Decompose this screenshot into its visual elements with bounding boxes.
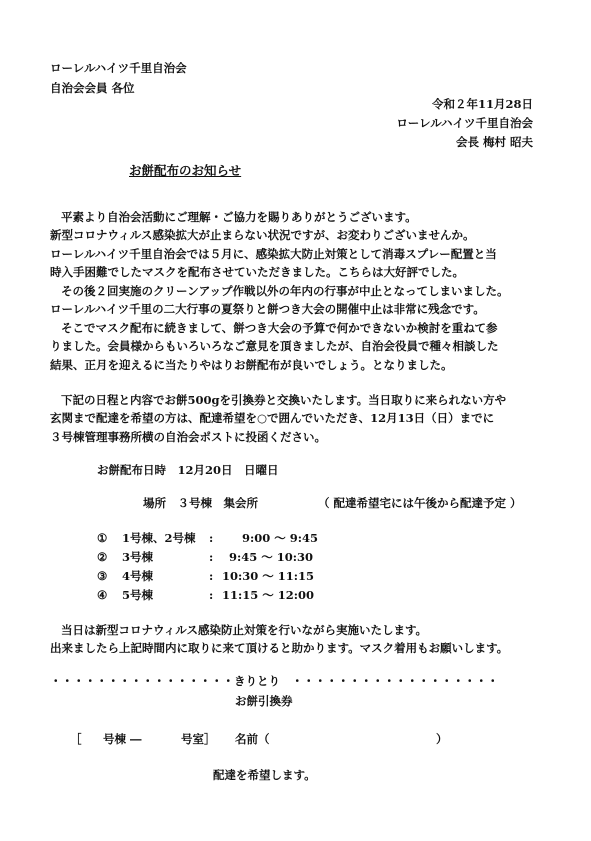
body-line: その後２回実施のクリーンアップ作戦以外の年内の行事が中止となってしまいました。 — [61, 284, 509, 298]
slot-building: 5号棟 — [122, 588, 154, 602]
addressee-line2: 自治会会員 各位 — [50, 81, 135, 95]
body-line: そこでマスク配布に続きまして、餅つき大会の予算で何かできないか検討を重ねて参 — [61, 321, 498, 335]
slot-building: 1号棟、2号棟 — [122, 531, 196, 545]
slot-time: 9:45 ～ 10:30 — [229, 550, 314, 564]
room-label: 号室］ — [181, 732, 216, 746]
body-line: ３号棟管理事務所横の自治会ポストに投函ください。 — [50, 430, 326, 444]
page-title: お餅配布のお知らせ — [129, 163, 242, 178]
body-line: りました。会員様からもいろいろなご意見を頂きましたが、自治会役員で種々相談した — [50, 339, 499, 353]
schedule-place: 場所 ３号棟 集会所 — [143, 496, 258, 510]
body-line: 結果、正月を迎えるに当たりやはりお餅配布が良いでしょう。となりました。 — [50, 358, 453, 372]
slot-colon: : — [209, 550, 214, 564]
coupon-close-paren: ） — [436, 732, 448, 746]
name-label: 名前（ — [235, 732, 270, 746]
body-line: 時入手困難でしたマスクを配布させていただきました。こちらは大好評でした。 — [50, 265, 464, 279]
schedule-date: お餅配布日時 12月20日 日曜日 — [97, 463, 279, 477]
slot-colon: : — [209, 531, 214, 545]
slot-number: ④ — [97, 588, 108, 602]
building-label: 号棟 ― — [103, 732, 142, 746]
cut-line: ・・・・・・・・・・・・・・・・きりとり ・・・・・・・・・・・・・・・・・・ — [50, 674, 499, 688]
slot-time: 9:00 ～ 9:45 — [242, 531, 319, 545]
slot-building: 3号棟 — [122, 550, 154, 564]
body-line: ローレルハイツ千里の二大行事の夏祭りと餅つき大会の開催中止は非常に残念です。 — [50, 302, 485, 316]
body-line: ローレルハイツ千里自治会では５月に、感染拡大防止対策として消毒スプレー配置と当 — [50, 247, 497, 261]
sender-org: ローレルハイツ千里自治会 — [396, 116, 533, 130]
slot-number: ① — [97, 531, 108, 545]
body-line: 玄関まで配達を希望の方は、配達希望を○で囲んでいただき、12月13日（日）までに — [50, 411, 495, 425]
body-line: 平素より自治会活動にご理解・ご協力を賜りありがとうございます。 — [61, 210, 417, 224]
addressee-line1: ローレルハイツ千里自治会 — [50, 61, 187, 75]
sender-date: 令和２年11月28日 — [431, 97, 533, 111]
slot-colon: : — [209, 569, 214, 583]
slot-time: 10:30 ～ 11:15 — [222, 569, 315, 583]
body-line: 下記の日程と内容でお餅500gを引換券と交換いたします。当日取りに来られない方や — [61, 393, 507, 407]
slot-colon: : — [209, 588, 214, 602]
slot-building: 4号棟 — [122, 569, 154, 583]
delivery-request: 配達を希望します。 — [213, 768, 316, 782]
sender-person: 会長 梅村 昭夫 — [455, 135, 533, 149]
coupon-title: お餅引換券 — [235, 694, 293, 708]
delivery-note: （ 配達希望宅には午後から配達予定 ） — [318, 496, 522, 510]
closing-line: 当日は新型コロナウィルス感染防止対策を行いながら実施いたします。 — [61, 623, 428, 637]
coupon-open-bracket: ［ — [70, 732, 82, 746]
slot-number: ② — [97, 550, 108, 564]
slot-time: 11:15 ～ 12:00 — [222, 588, 315, 602]
closing-line: 出来ましたら上記時間内に取りに来て頂けると助かります。マスク着用もお願いします。 — [50, 641, 509, 655]
slot-number: ③ — [97, 569, 108, 583]
body-line: 新型コロナウィルス感染拡大が止まらない状況ですが、お変わりございませんか。 — [50, 228, 475, 242]
